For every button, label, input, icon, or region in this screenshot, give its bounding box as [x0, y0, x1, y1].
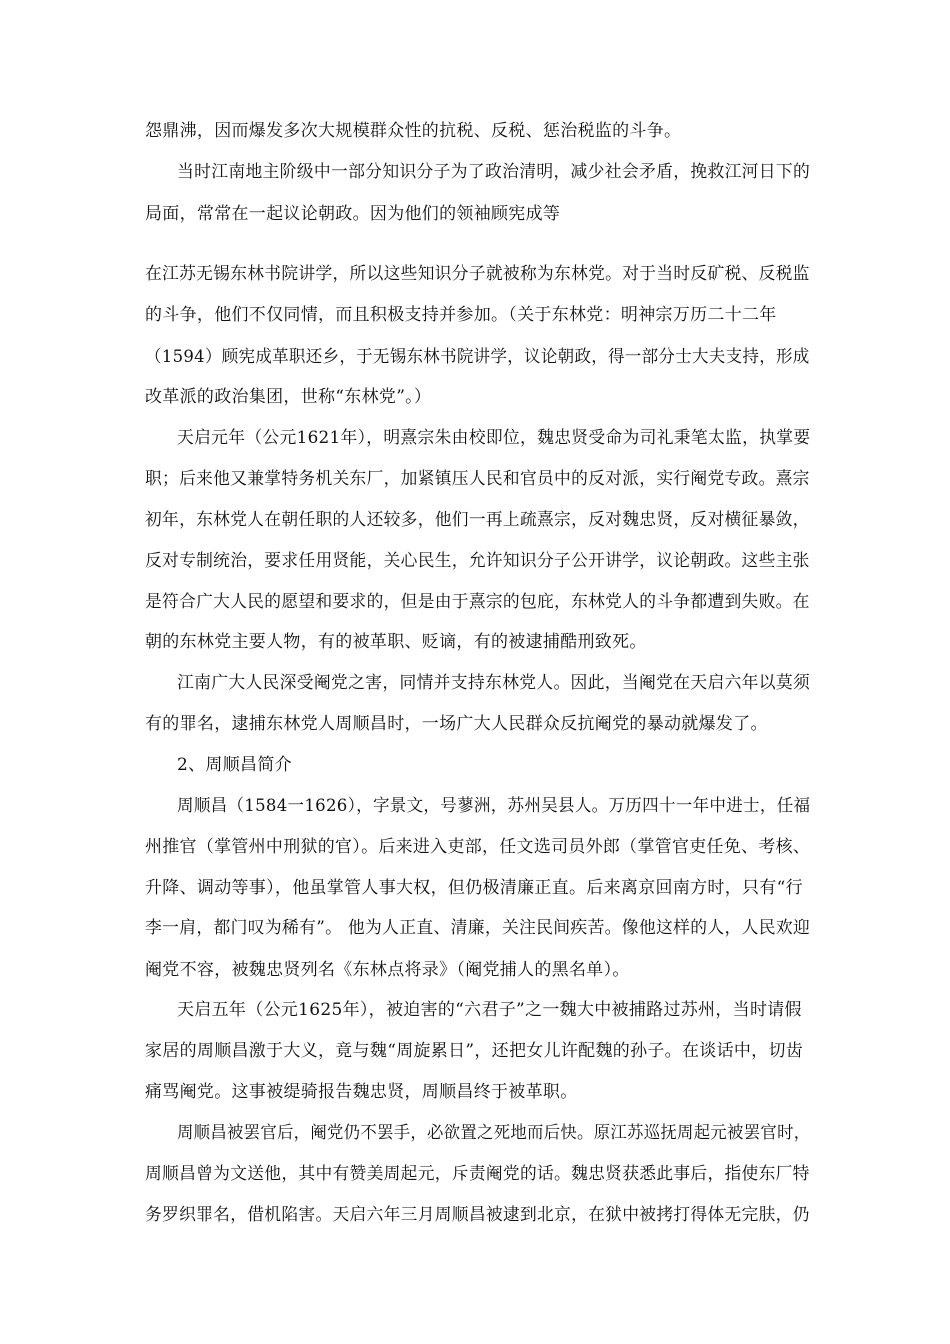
text-line: 是符合广大人民的愿望和要求的，但是由于熹宗的包庇，东林党人的斗争都遭到失败。在	[145, 592, 810, 612]
text-line: 务罗织罪名，借机陷害。天启六年三月周顺昌被逮到北京，在狱中被拷打得体无完肤，仍	[145, 1205, 810, 1225]
text-line: 在江苏无锡东林书院讲学，所以这些知识分子就被称为东林党。对于当时反矿税、反税监	[145, 264, 810, 284]
text-line: 阉党不容，被魏忠贤列名《东林点将录》（阉党捕人的黑名单）。	[145, 960, 630, 980]
text-line: 州推官（掌管州中刑狱的官）。后来进入吏部，任文选司员外郎（掌管官吏任免、考核、	[145, 837, 811, 857]
text-line: 有的罪名，逮捕东林党人周顺昌时，一场广大人民群众反抗阉党的暴动就爆发了。	[145, 714, 768, 734]
text-line: 天启五年（公元1625年），被迫害的“六君子”之一魏大中被捕路过苏州，当时请假	[177, 1000, 802, 1020]
text-line: 升降、调动等事），他虽掌管人事大权，但仍极清廉正直。后来离京回南方时，只有“行	[145, 878, 803, 898]
text-line: 的斗争，他们不仅同情，而且积极支持并参加。（关于东林党：明神宗万历二十二年	[145, 305, 777, 325]
text-line: 江南广大人民深受阉党之害，同情并支持东林党人。因此，当阉党在天启六年以莫须	[177, 673, 811, 693]
text-line: 周顺昌被罢官后，阉党仍不罢手，必欲置之死地而后快。原江苏巡抚周起元被罢官时，	[177, 1123, 811, 1143]
text-line: （1594）顾宪成革职还乡，于无锡东林书院讲学，议论朝政，得一部分士大夫支持，形成	[145, 347, 810, 367]
text-line: 初年，东林党人在朝任职的人还较多，他们一再上疏熹宗，反对魏忠贤，反对横征暴敛，	[145, 510, 810, 530]
text-line: 周顺昌曾为文送他，其中有赞美周起元，斥责阉党的话。魏忠贤获悉此事后，指使东厂特	[145, 1164, 810, 1184]
text-line: 反对专制统治，要求任用贤能，关心民生，允许知识分子公开讲学，议论朝政。这些主张	[145, 551, 810, 571]
text-line: 天启元年（公元1621年），明熹宗朱由校即位，魏忠贤受命为司礼秉笔太监，执掌要	[177, 428, 811, 448]
text-line: 家居的周顺昌激于大义，竟与魏“周旋累日”，还把女儿许配魏的孙子。在谈话中，切齿	[145, 1041, 804, 1061]
text-line: 职；后来他又兼掌特务机关东厂，加紧镇压人民和官员中的反对派，实行阉党专政。熹宗	[145, 469, 810, 489]
text-line: 改革派的政治集团，世称“东林党”。）	[145, 387, 432, 407]
text-line: 朝的东林党主要人物，有的被革职、贬谪，有的被逮捕酷刑致死。	[145, 632, 647, 652]
text-line: 怨鼎沸，因而爆发多次大规模群众性的抗税、反税、惩治税监的斗争。	[145, 121, 682, 141]
section-heading: 2、周顺昌简介	[177, 755, 292, 775]
text-line: 局面，常常在一起议论朝政。因为他们的领袖顾宪成等	[145, 204, 561, 224]
text-line: 痛骂阉党。这事被缇骑报告魏忠贤，周顺昌终于被革职。	[145, 1082, 578, 1102]
text-line: 李一肩，都门叹为稀有”。 他为人正直、清廉，关注民间疾苦。像他这样的人，人民欢迎	[145, 918, 811, 938]
text-line: 当时江南地主阶级中一部分知识分子为了政治清明，减少社会矛盾，挽救江河日下的	[177, 162, 811, 182]
text-line: 周顺昌（1584一1626），字景文，号蓼洲，苏州吴县人。万历四十一年中进士，任福	[177, 796, 811, 816]
